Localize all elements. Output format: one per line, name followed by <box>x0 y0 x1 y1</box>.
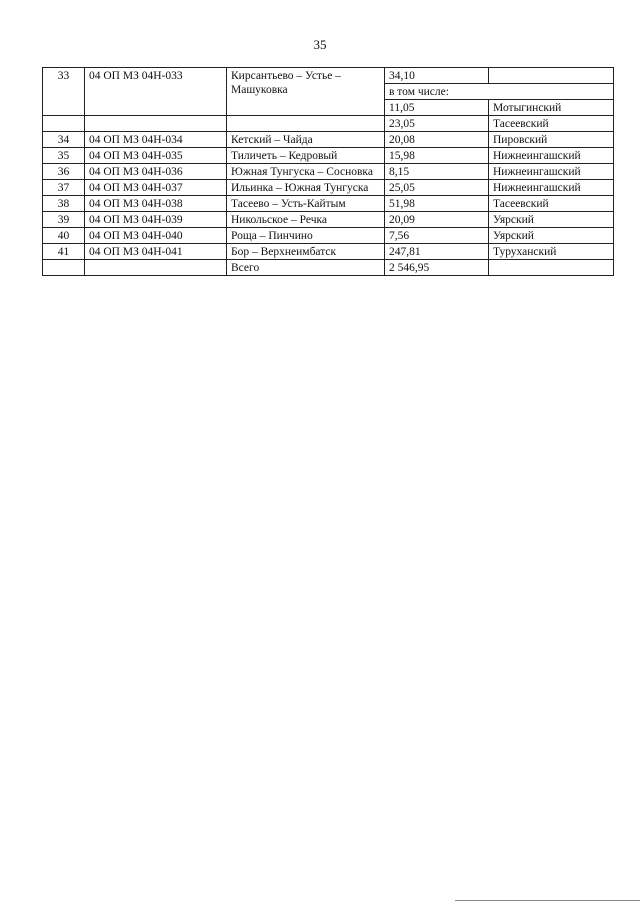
row-number: 37 <box>43 180 85 196</box>
table-subrow <box>43 116 614 132</box>
road-code: 04 ОП МЗ 04Н-034 <box>85 132 227 148</box>
total-row <box>43 260 614 276</box>
road-length: 20,08 <box>385 132 489 148</box>
road-district: Нижнеингашский <box>489 164 614 180</box>
road-name: Тасеево – Усть-Кайтым <box>227 196 385 212</box>
road-district: Уярский <box>489 212 614 228</box>
road-length: 20,09 <box>385 212 489 228</box>
road-length: 247,81 <box>385 244 489 260</box>
road-name: Кетский – Чайда <box>227 132 385 148</box>
row-number: 39 <box>43 212 85 228</box>
road-code: 04 ОП МЗ 04Н-036 <box>85 164 227 180</box>
table-row <box>43 68 614 84</box>
road-name: Ильинка – Южная Тунгуска <box>227 180 385 196</box>
table-row <box>43 212 614 228</box>
row-number: 41 <box>43 244 85 260</box>
road-district: Тасеевский <box>489 196 614 212</box>
bottom-rule <box>455 900 640 901</box>
road-district <box>489 68 614 84</box>
row-number: 36 <box>43 164 85 180</box>
road-district: Нижнеингашский <box>489 148 614 164</box>
roads-table <box>42 67 614 276</box>
total-length: 2 546,95 <box>385 260 489 276</box>
road-name: Кирсантьево – Устье – Машуковка <box>227 68 385 116</box>
road-code: 04 ОП МЗ 04Н-033 <box>85 68 227 116</box>
page-number: 35 <box>313 37 327 52</box>
subtotal-label: в том числе: <box>385 84 614 100</box>
table-row <box>43 132 614 148</box>
road-name: Тиличеть – Кедровый <box>227 148 385 164</box>
part-length: 11,05 <box>385 100 489 116</box>
table-row <box>43 228 614 244</box>
road-length: 25,05 <box>385 180 489 196</box>
row-number: 34 <box>43 132 85 148</box>
part-district: Мотыгинский <box>489 100 614 116</box>
road-district: Пировский <box>489 132 614 148</box>
empty-cell <box>43 260 85 276</box>
road-code: 04 ОП МЗ 04Н-037 <box>85 180 227 196</box>
road-length: 15,98 <box>385 148 489 164</box>
part-district: Тасеевский <box>489 116 614 132</box>
road-name: Бор – Верхнеимбатск <box>227 244 385 260</box>
row-number: 40 <box>43 228 85 244</box>
table-row <box>43 148 614 164</box>
road-name: Роща – Пинчино <box>227 228 385 244</box>
road-district: Нижнеингашский <box>489 180 614 196</box>
road-code: 04 ОП МЗ 04Н-040 <box>85 228 227 244</box>
empty-cell <box>227 116 385 132</box>
road-code: 04 ОП МЗ 04Н-039 <box>85 212 227 228</box>
road-name: Южная Тунгуска – Сосновка <box>227 164 385 180</box>
table-row <box>43 164 614 180</box>
row-number: 33 <box>43 68 85 116</box>
road-district: Уярский <box>489 228 614 244</box>
road-district: Туруханский <box>489 244 614 260</box>
road-code: 04 ОП МЗ 04Н-041 <box>85 244 227 260</box>
road-length: 7,56 <box>385 228 489 244</box>
empty-cell <box>85 260 227 276</box>
part-length: 23,05 <box>385 116 489 132</box>
row-number: 35 <box>43 148 85 164</box>
row-number: 38 <box>43 196 85 212</box>
table-row <box>43 180 614 196</box>
road-length: 8,15 <box>385 164 489 180</box>
table-row <box>43 196 614 212</box>
road-length: 51,98 <box>385 196 489 212</box>
road-code: 04 ОП МЗ 04Н-038 <box>85 196 227 212</box>
empty-cell <box>85 116 227 132</box>
total-label: Всего <box>227 260 385 276</box>
empty-cell <box>489 260 614 276</box>
road-code: 04 ОП МЗ 04Н-035 <box>85 148 227 164</box>
table-row <box>43 244 614 260</box>
empty-cell <box>43 116 85 132</box>
road-name: Никольское – Речка <box>227 212 385 228</box>
road-length: 34,10 <box>385 68 489 84</box>
